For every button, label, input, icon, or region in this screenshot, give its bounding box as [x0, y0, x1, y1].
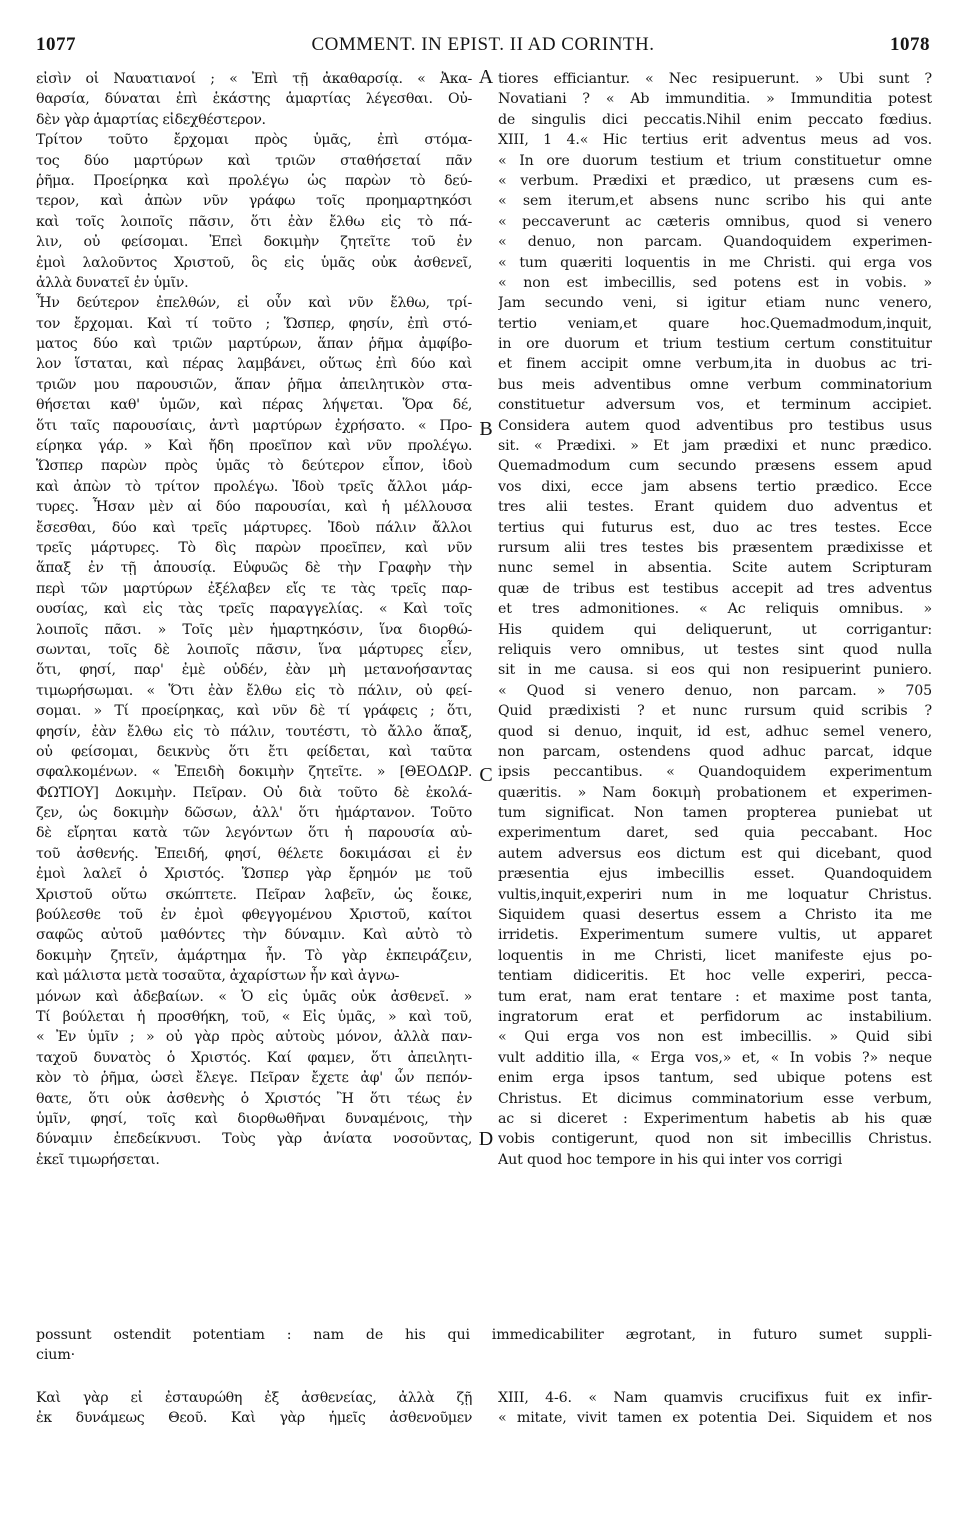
greek-text-line: σαφῶς αὐτοῦ μαθόντες τὴν δύναμιν. Καὶ αὐτὸ τὸ — [36, 927, 472, 944]
greek-text-line: λον ἵσταται, καὶ πέρας λαμβάνει, οὕτως ἐπὶ δύο καὶ — [36, 356, 472, 373]
greek-text-line: καὶ ἀπὼν τὸ τρίτον προλέγω. Ἰδοὺ τρεῖς ἄλλοι μάρ- — [36, 478, 472, 495]
latin-text-line: et finem accipit omne verbum,ita in duobus ac tri- — [498, 356, 932, 373]
latin-text-line: et tres admonitiones. « Ac reliquis omnibus. » — [498, 601, 932, 618]
greek-text-line: τοῦ ἀσθενής. Ἐπειδή, φησί, θέλετε δοκιμάσαι εἰ ἐν — [36, 845, 472, 862]
greek-text-line: βούλεσθε τοῦ ἐν ἐμοὶ φθεγγομένου Χριστοῦ, καίτοι — [36, 907, 472, 924]
greek-text-line: τερον, καὶ ἀπὼν νῦν γράφω τοῖς προημαρτηκόσι — [36, 193, 472, 210]
greek-text-line: Ὥσπερ παρὼν πρὸς ὑμᾶς τὸ δεύτερον εἶπον, ἰδοὺ — [36, 458, 472, 475]
latin-text-line: Christus. Et dicimus comminatorium esse verbum, — [498, 1090, 932, 1107]
greek-text-line: τρεῖς μάρτυρες. Τὸ δὶς παρὼν προεῖπεν, καὶ νῦν — [36, 539, 472, 556]
latin-text-column — [498, 69, 932, 1170]
latin-verse-line: XIII, 4-6. « Nam quamvis crucifixus fuit ex infir- — [498, 1390, 932, 1406]
greek-text-line: σφαλκομένων. « Ἐπειδὴ δοκιμὴν ζητεῖτε. » [ΘΕΟΔΩΡ. — [36, 764, 472, 781]
greek-text-line: τριῶν μου παρουσιῶν, ἅπαν ῥῆμα ἀπειλητικὸν στα- — [36, 376, 472, 393]
latin-text-line: « denuo, non parcam. Quandoquidem experimen- — [498, 234, 932, 251]
greek-text-line: ἅπαξ ἐν τῇ ἀπουσίᾳ. Εὐφυῶς δὲ τὴν Γραφὴν τὴν — [36, 560, 472, 577]
latin-text-line: « In ore duorum testium et trium constituetur omne — [498, 152, 932, 169]
greek-text-line: ὑμῖν, φησί, τοῖς καὶ διορθωθῆναι δυναμένοις, τὴν — [36, 1110, 472, 1127]
latin-text-line: loquentis in me Christi, licet manifeste ejus po- — [498, 947, 932, 964]
latin-text-line: vobis contigerunt, quod non sit imbecillis Christus. — [498, 1131, 932, 1148]
latin-text-line: enim erga ipsos tantum, sed ubique potens est — [498, 1070, 932, 1087]
latin-text-line: « Qui erga vos non est imbecillis. » Quid sibi — [498, 1029, 932, 1046]
latin-text-line: nunc semel in absentia. Scite autem Scripturam — [498, 560, 932, 577]
greek-text-line: εἰσὶν οἱ Ναυατιανοί ; « Ἐπὶ τῇ ἀκαθαρσίᾳ. « Ἀκα- — [36, 71, 472, 87]
latin-text-line: tum erat, nam erat tentare : et maxime post tanta, — [498, 988, 932, 1005]
greek-text-line: ΦΩΤΙΟΥ] Δοκιμὴν. Πεῖραν. Οὐ διὰ τοῦτο δὲ ἐκολά- — [36, 784, 472, 801]
greek-text-line: δοκιμὴν ζητεῖν, ἁμάρτημα ἦν. Τὸ γὰρ ἐκπειράζειν, — [36, 947, 472, 964]
greek-text-line: ὅτι, φησί, παρ' ἐμὲ οὐδέν, ἐὰν μὴ μετανοήσαντας — [36, 662, 472, 679]
full-width-text-line: possunt ostendit potentiam : nam de his qui immedicabiliter ægrotant, in futuro sumet suppli- — [36, 1327, 932, 1343]
latin-text-line: quæritis. » Nam δοκιμὴ probationem et experimen- — [498, 784, 932, 801]
greek-text-line: είρηκα γάρ. » Καὶ ἤδη προεῖπον καὶ νῦν προλέγω. — [36, 438, 472, 455]
greek-text-line: ῥῆμα. Προείρηκα καὶ προλέγω ὡς παρὼν τὸ δεύ- — [36, 172, 472, 189]
latin-text-line: Quemadmodum cum secundo præsens essem apud — [498, 458, 932, 475]
greek-text-line: καὶ μάλιστα μετὰ τοσαῦτα, ἀχαρίστων ἦν καὶ ἀγνω- — [36, 968, 400, 985]
greek-text-line: δύναμιν ἐπεδείκνυσι. Τοὺς γὰρ ἀνίατα νοσοῦντας, — [36, 1131, 472, 1148]
latin-text-line: tres alii testes. Erant quidem duo adventus et — [498, 499, 932, 516]
latin-text-line: bus meis adventibus omne verbum comminatorium — [498, 376, 932, 393]
latin-text-line: in ore duorum et trium testium certum constituitur — [498, 336, 932, 353]
latin-text-line: vultis,inquit,experiri num in me loquatur Christus. — [498, 886, 932, 903]
greek-text-line: Χριστοῦ οὕτω σκώπτετε. Πεῖραν λαβεῖν, ὡς ἔοικε, — [36, 886, 472, 903]
latin-text-line: de singulis dici peccatis.Nihil enim peccato fœdius. — [498, 111, 932, 128]
greek-text-line: Τρίτον τοῦτο ἔρχομαι πρὸς ὑμᾶς, ἐπὶ στόμα- — [36, 132, 472, 149]
latin-text-line: His quidem qui deliquerunt, ut corrigantur: — [498, 621, 932, 638]
latin-text-line: Quid prædixisti ? et nunc rursum quid scribis ? — [498, 703, 932, 720]
greek-text-line: ουσίας, καὶ εἰς τὰς τρεῖς παραγγελίας. « Καὶ τοῖς — [36, 601, 472, 618]
latin-text-line: quæ de tribus est testibus accepit ad tres adventus — [498, 580, 932, 597]
page-number-left: 1077 — [36, 34, 76, 55]
greek-text-line: μόνων καὶ ἀδεβαίων. « Ὁ εἰς ὑμᾶς οὐκ ἀσθενεῖ. » — [36, 988, 472, 1005]
greek-text-line: σομαι. » Τί προείρηκας, καὶ νῦν δὲ τί γράφεις ; ὅτι, — [36, 703, 472, 720]
latin-text-line: non parcam, ostendens quod adhuc parcat, idque — [498, 743, 932, 760]
greek-text-line: ζεν, ὡς δοκιμὴν δῶσων, ἀλλ' ὅτι ἡμάρτανον. Τοῦτο — [36, 805, 472, 822]
greek-text-line: λιν, οὐ φείσομαι. Ἐπεὶ δοκιμὴν ζητεῖτε τοῦ ἐν — [36, 234, 472, 251]
latin-text-line: ac si diceret : Experimentum habetis ab his quæ — [498, 1110, 932, 1127]
greek-text-line: Ἦν δεύτερον ἐπελθών, εἰ οὖν καὶ νῦν ἔλθω, τρί- — [36, 295, 472, 312]
latin-text-line: Siquidem quasi desertus essem a Christo ita me — [498, 907, 932, 924]
latin-text-line: Considera autem quod adventibus pro testibus usus — [498, 417, 932, 434]
greek-text-line: καὶ τοῖς λοιποῖς πᾶσιν, ὅτι ἐὰν ἔλθω εἰς τὸ πά- — [36, 213, 472, 230]
latin-text-line: tum significat. Non tamen propterea puniebat ut — [498, 805, 932, 822]
greek-text-line: σωνται, τοῖς δὲ λοιποῖς πᾶσιν, ἵνα μάρτυρες εἶεν, — [36, 641, 472, 658]
latin-text-line: « tum quæriti loquentis in me Christi. qui erga vos — [498, 254, 932, 271]
latin-text-line: irridetis. Experimentum sumere vultis, ut apparet — [498, 927, 932, 944]
full-width-text-line: cium· — [36, 1347, 76, 1364]
latin-text-line: « Quod si venero denuo, non parcam. » 705 — [498, 682, 932, 699]
greek-text-line: ἐμοὶ λαλεῖ ὁ Χριστός. Ὥσπερ γὰρ ἔρημόν με τοῦ — [36, 866, 472, 883]
greek-text-line: θήσεται καθ' ὑμῶν, καὶ πέρας λήψεται. Ὅρα δέ, — [36, 397, 472, 414]
latin-text-line: « sem iterum,et absens nunc scribo his qui ante — [498, 193, 932, 210]
latin-text-line: experimentum daret, sed quia peccabant. Hoc — [498, 825, 932, 842]
latin-text-line: « non est imbecillis, sed potens est in vobis. » — [498, 274, 932, 291]
greek-text-line: κὸν τὸ ῥῆμα, ὡσεὶ ἔλεγε. Πεῖραν ἔχετε ἀφ' ὧν πεπόν- — [36, 1070, 472, 1087]
greek-text-line: ἀλλὰ δυνατεῖ ἐν ὑμῖν. — [36, 274, 189, 291]
greek-verse-line: ἐκ δυνάμεως Θεοῦ. Καὶ γὰρ ἡμεῖς ἀσθενοῦμεν — [36, 1410, 472, 1427]
latin-text-line: ipsis peccantibus. « Quandoquidem experimentum — [498, 764, 932, 781]
greek-text-line: λοιποῖς πᾶσι. » Τοῖς μὲν ἡμαρτηκόσιν, ἵνα διορθώ- — [36, 621, 472, 638]
running-head — [36, 34, 930, 60]
latin-text-line: tertius qui futurus est, duo ac tres testes. Ecce — [498, 519, 932, 536]
greek-text-line: ὅτι ταῖς παρουσίαις, ἀντὶ μαρτύρων ἐχρήσατο. « Προ- — [36, 417, 472, 434]
latin-text-line: Jam secundo veni, si igitur etiam nunc venero, — [498, 295, 932, 312]
latin-verse-line: « mitate, vivit tamen ex potentia Dei. Siquidem et nos — [498, 1410, 932, 1427]
greek-text-line: θατε, ὅτι οὐκ ἀσθενὴς ὁ Χριστός Ἢ ὅτι τέως ἐν — [36, 1090, 472, 1107]
greek-text-line: τυρες. Ἦσαν μὲν αἱ δύο παρουσίαι, καὶ ἡ μέλλουσα — [36, 499, 472, 516]
running-title: COMMENT. IN EPIST. II AD CORINTH. — [311, 34, 655, 55]
margin-marker-c: C — [479, 764, 493, 786]
greek-text-line: « Ἐν ὑμῖν ; » οὐ γὰρ πρὸς αὐτοὺς μόνον, ἀλλὰ παν- — [36, 1029, 472, 1046]
margin-marker-a: A — [478, 66, 494, 88]
page-number-right: 1078 — [890, 34, 930, 55]
greek-text-line: ἔσεσθαι, δύο καὶ τρεῖς μάρτυρες. Ἰδοὺ πάλιν ἄλλοι — [36, 519, 472, 536]
greek-text-line: ματος δύο καὶ τριῶν μαρτύρων, ἅπαν ῥῆμα ἀμφίβο- — [36, 336, 472, 353]
latin-text-line: autem adversus eos dictum est qui dicebant, quod — [498, 845, 932, 862]
greek-text-line: ἐμοὶ λαλοῦντος Χριστοῦ, ὃς εἰς ὑμᾶς οὐκ ἀσθενεῖ, — [36, 254, 472, 271]
greek-text-line: θαρσία, δύναται ἐπὶ ἑκάστης ἁμαρτίας λέγεσθαι. Οὐ- — [36, 91, 472, 108]
latin-text-line: rursum alii tres testes bis præsentem prædixisse et — [498, 539, 932, 556]
latin-text-line: « verbum. Prædixi et prædico, ut præsens cum es- — [498, 172, 932, 189]
latin-text-line: sit in me causa. si eos qui non resipuerint puniero. — [498, 662, 932, 679]
margin-marker-d: D — [478, 1128, 494, 1150]
greek-verse-line: Καὶ γὰρ εἰ ἐσταυρώθη ἐξ ἀσθενείας, ἀλλὰ ζῇ — [36, 1390, 472, 1406]
latin-text-line: præsentia ejus imbecillis esset. Quandoquidem — [498, 866, 932, 883]
latin-text-line: tiores efficiantur. « Nec resipuerunt. » Ubi sunt ? — [498, 71, 932, 87]
latin-text-line: quod si denuo, inquit, id est, adhuc semel venero, — [498, 723, 932, 740]
latin-verse-text — [498, 1388, 932, 1429]
greek-text-line: ἐκεῖ τιμωρήσεται. — [36, 1151, 160, 1168]
greek-text-line: τιμωρήσωμαι. « Ὅτι ἐὰν ἔλθω εἰς τὸ πάλιν, οὐ φεί- — [36, 682, 472, 699]
full-width-text — [36, 1325, 932, 1366]
greek-text-line: τον ἔρχομαι. Καὶ τί τοῦτο ; Ὥσπερ, φησίν, ἐπὶ στό- — [36, 315, 472, 332]
latin-text-line: reliquis vero omnibus, ut testes sint quod nulla — [498, 641, 932, 658]
margin-marker-b: B — [479, 418, 493, 440]
greek-text-line: φησίν, ἐὰν ἔλθω εἰς τὸ πάλιν, τουτέστι, τὸ ἄλλο ἅπαξ, — [36, 723, 472, 740]
latin-text-line: tertio veniam,et quare hoc.Quemadmodum,inquit, — [498, 315, 932, 332]
latin-text-line: sit. « Prædixi. » Et jam prædixi et nunc prædico. — [498, 438, 932, 455]
greek-text-line: δὲ εἴρηται κατὰ τῶν λεγόντων ὅτι ἡ παρουσία αὐ- — [36, 825, 472, 842]
latin-text-line: XIII, 1 4.« Hic tertius erit adventus meus ad vos. — [498, 132, 932, 149]
latin-text-line: vos dixi, ecce jam absens tertio prædico. Ecce — [498, 478, 932, 495]
latin-text-line: tentiam didiceritis. Et hoc velle experiri, pecca- — [498, 968, 932, 985]
greek-text-line: περὶ τῶν μαρτύρων ἐξέλαβεν εἴς τε τὰς τρεῖς παρ- — [36, 580, 472, 597]
greek-text-line: οὐ φείσομαι, δεικνὺς ὅτι ἔτι φείδεται, καὶ ταῦτα — [36, 743, 472, 760]
greek-text-line: Τί βούλεται ἡ προσθήκη, τοῦ, « Εἰς ὑμᾶς, » καὶ τοῦ, — [36, 1008, 472, 1025]
latin-text-line: « peccaverunt ac cæteris omnibus, quod si venero — [498, 213, 932, 230]
greek-text-column — [36, 69, 472, 1170]
latin-text-line: constituetur adversum vos, et terminum accipiet. — [498, 397, 932, 414]
latin-text-line: ingratorum erat et perfidorum ac instabilium. — [498, 1008, 932, 1025]
greek-text-line: τος δύο μαρτύρων καὶ τριῶν σταθήσεταί πᾶν — [36, 152, 472, 169]
latin-text-line: Aut quod hoc tempore in his qui inter vos corrigi — [498, 1151, 843, 1168]
greek-text-line: ταχοῦ δυνατὸς ὁ Χριστός. Καί φαμεν, ὅτι ἀπειλητι- — [36, 1049, 472, 1066]
greek-verse-text — [36, 1388, 472, 1429]
greek-text-line: δὲν γὰρ ἁμαρτίας εἰδεχθέστερον. — [36, 111, 266, 128]
latin-text-line: Novatiani ? « Ab immunditia. » Immunditia potest — [498, 91, 932, 108]
latin-text-line: vult additio illa, « Erga vos,» et, « In vobis ?» neque — [498, 1049, 932, 1066]
